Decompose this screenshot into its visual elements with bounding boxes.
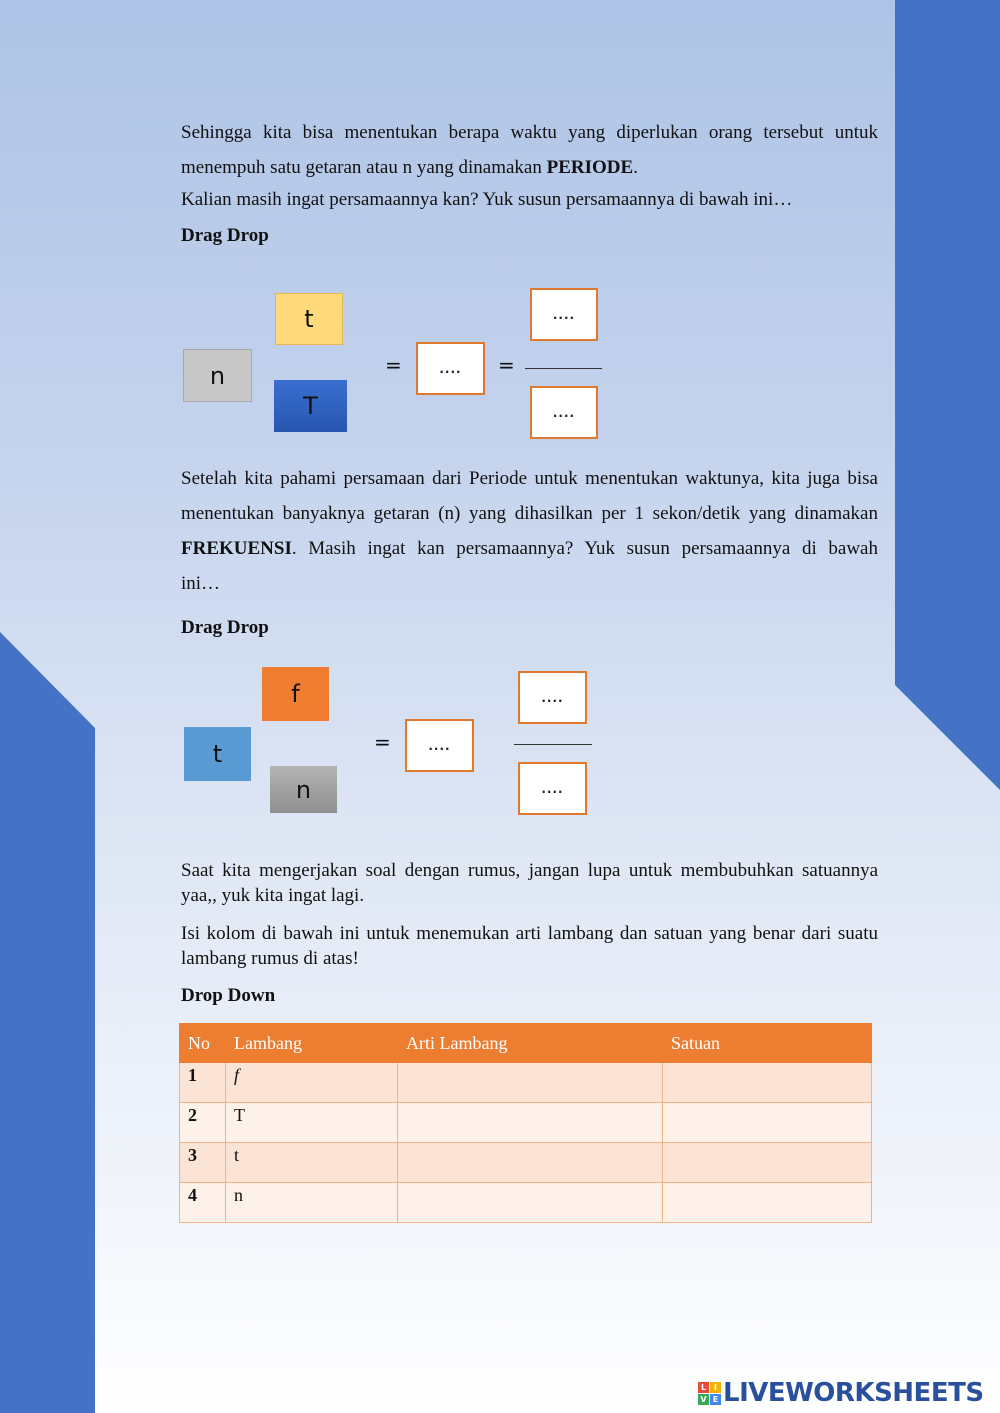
logo-mark-icon: L I V E [698, 1382, 721, 1405]
header-lambang: Lambang [226, 1024, 398, 1063]
arti-dropdown[interactable] [398, 1103, 663, 1143]
table-row [180, 1143, 872, 1183]
symbol-table [179, 1023, 872, 1223]
intro-paragraph: Sehingga kita bisa menentukan berapa waktu yang diperlukan orang tersebut untuk menempuh satu getaran atau n yang dinamakan PERIODE. [181, 122, 878, 178]
drag-drop-label-2: Drag Drop [181, 617, 269, 638]
drop-down-label: Drop Down [181, 985, 276, 1006]
tile-T[interactable]: T [274, 380, 347, 432]
table-row [180, 1103, 872, 1143]
arti-dropdown[interactable] [398, 1143, 663, 1183]
row-lambang: f [226, 1063, 398, 1103]
equals-sign: = [385, 353, 402, 377]
tile-n[interactable]: n [183, 349, 252, 402]
row-number: 2 [180, 1103, 226, 1143]
right-blue-band [895, 0, 1000, 790]
header-no: No [180, 1024, 226, 1063]
logo-text: LIVEWORKSHEETS [723, 1378, 984, 1408]
drop-slot-result[interactable]: .... [416, 342, 485, 395]
row-number: 4 [180, 1183, 226, 1223]
table-header-row [180, 1024, 872, 1063]
tile-n[interactable]: n [270, 766, 337, 813]
fraction-bar [525, 368, 602, 369]
satuan-paragraph: Saat kita mengerjakan soal dengan rumus, jangan lupa untuk membubuhkan satuannya yaa,, yuk kita ingat lagi. [181, 860, 878, 906]
left-blue-band [0, 632, 95, 1413]
instruction-text: Kalian masih ingat persamaannya kan? Yuk susun persamaannya di bawah ini… [181, 189, 793, 210]
equals-sign: = [374, 730, 391, 754]
drop-slot-numerator[interactable]: .... [518, 671, 587, 724]
drop-slot-denominator[interactable]: .... [530, 386, 598, 439]
tile-f[interactable]: f [262, 667, 329, 721]
fraction-bar [514, 744, 592, 745]
row-lambang: t [226, 1143, 398, 1183]
drop-slot-result[interactable]: .... [405, 719, 474, 772]
table-instruction: Isi kolom di bawah ini untuk menemukan arti lambang dan satuan yang benar dari suatu lambang rumus di atas! [181, 923, 878, 969]
table-row [180, 1063, 872, 1103]
equals-sign: = [498, 353, 515, 377]
row-number: 1 [180, 1063, 226, 1103]
satuan-dropdown[interactable] [663, 1103, 872, 1143]
table-row [180, 1183, 872, 1223]
header-arti: Arti Lambang [398, 1024, 663, 1063]
row-lambang: T [226, 1103, 398, 1143]
liveworksheets-logo[interactable] [698, 1378, 984, 1408]
drop-slot-denominator[interactable]: .... [518, 762, 587, 815]
satuan-dropdown[interactable] [663, 1183, 872, 1223]
tile-t[interactable]: t [275, 293, 343, 345]
header-satuan: Satuan [663, 1024, 872, 1063]
tile-t[interactable]: t [184, 727, 251, 781]
arti-dropdown[interactable] [398, 1063, 663, 1103]
satuan-dropdown[interactable] [663, 1143, 872, 1183]
frekuensi-paragraph: Setelah kita pahami persamaan dari Periode untuk menentukan waktunya, kita juga bisa menentukan banyaknya getaran (n) yang dihasilkan per 1 sekon/detik yang dinamakan FREKUENSI. Masih ingat kan persamaannya? Yuk susun persamaannya di bawah ini… [181, 468, 878, 594]
drag-drop-label-1: Drag Drop [181, 225, 269, 246]
row-number: 3 [180, 1143, 226, 1183]
arti-dropdown[interactable] [398, 1183, 663, 1223]
satuan-dropdown[interactable] [663, 1063, 872, 1103]
row-lambang: n [226, 1183, 398, 1223]
drop-slot-numerator[interactable]: .... [530, 288, 598, 341]
